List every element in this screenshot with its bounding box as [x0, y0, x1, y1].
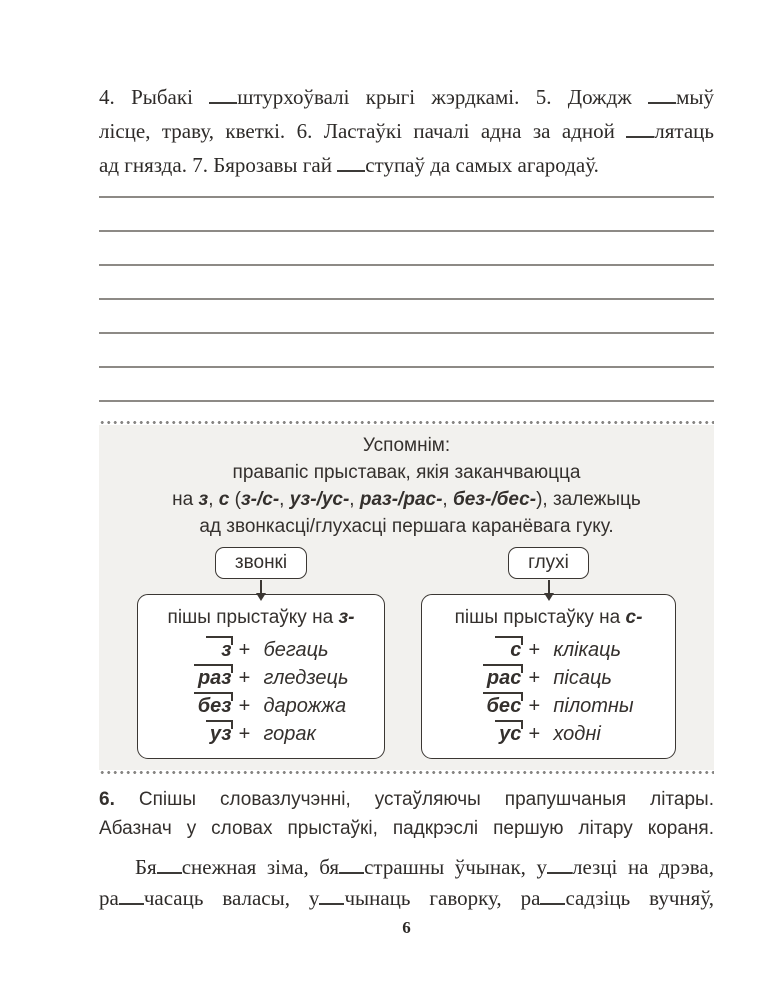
box-title-text: пішы прыстаўку на	[167, 607, 339, 628]
rule-text: ,	[442, 489, 453, 510]
sentence-line-1	[99, 80, 714, 114]
prefix: без	[197, 695, 232, 717]
answer-blank	[547, 852, 572, 874]
rule-highlight: без-/бес-	[452, 489, 537, 510]
box-title-highlight: з-	[338, 607, 355, 628]
root-word: пісаць	[553, 667, 612, 689]
voiced-column	[137, 547, 385, 759]
phrase-text: ра	[99, 886, 119, 910]
plus-sign: +	[238, 667, 251, 689]
phrase-text: чынаць гаворку, ра	[344, 886, 541, 910]
voiced-label-box: звонкі	[215, 547, 307, 579]
rule-text: на	[172, 489, 199, 510]
plus-sign: +	[528, 723, 541, 745]
task-number: 6.	[99, 789, 115, 810]
prefix: с	[510, 639, 522, 661]
prefix: раз	[197, 667, 232, 689]
voiceless-box-title	[428, 604, 669, 631]
rule-text: ,	[208, 489, 219, 510]
phrase-text: садзіць вучняў,	[565, 886, 714, 910]
writing-line	[99, 232, 714, 266]
root-word: бегаць	[263, 639, 329, 661]
task6-instruction	[99, 785, 714, 843]
prefix: з	[221, 639, 232, 661]
remember-rule-line: ад звонкасці/глухасці першага каранёвага гуку.	[199, 516, 614, 537]
writing-line	[99, 300, 714, 334]
page-number: 6	[402, 918, 411, 937]
voiceless-column	[421, 547, 676, 759]
prefix-cell	[173, 692, 231, 720]
rule-text: ,	[349, 489, 360, 510]
answer-blank	[337, 150, 365, 172]
root-word: ходні	[553, 723, 601, 745]
writing-lines	[99, 164, 714, 402]
plus-sign: +	[238, 723, 251, 745]
down-arrow-icon	[548, 580, 550, 594]
prefix-cell	[463, 720, 521, 748]
voiceless-rule-box	[421, 594, 676, 759]
plus-sign: +	[528, 667, 541, 689]
prefix-cell	[173, 720, 231, 748]
task-text: Абазнач у словах прыстаўкі, падкрэслі першую літару кораня.	[99, 818, 714, 839]
root-word: клікаць	[553, 639, 622, 661]
remember-box	[99, 420, 714, 775]
prefix-cell	[173, 664, 231, 692]
task6-line-2	[99, 814, 714, 843]
voiced-examples	[144, 636, 378, 748]
answer-blank	[540, 883, 565, 905]
phrase-text: снежная зіма, бя	[181, 855, 340, 879]
phrase-text: страшны ўчынак, у	[364, 855, 547, 879]
writing-line	[99, 266, 714, 300]
phrase-line-2	[99, 883, 714, 914]
answer-blank	[339, 852, 364, 874]
prefix: рас	[486, 667, 522, 689]
exercise6-phrases	[99, 852, 714, 914]
remember-rule-line	[99, 486, 714, 513]
root-word: дарожжа	[263, 695, 347, 717]
sentence-text: штурхоўвалі крыгі жэрдкамі. 5. Дождж	[237, 85, 649, 109]
task6-line-1	[99, 785, 714, 814]
sentence-text: лісце, траву, кветкі. 6. Ластаўкі пачалі адна за адной	[99, 119, 627, 143]
writing-line	[99, 198, 714, 232]
answer-blank	[626, 116, 654, 138]
writing-line	[99, 368, 714, 402]
prefix: уз	[209, 723, 232, 745]
prefix: ус	[499, 723, 522, 745]
rule-highlight: раз-/рас-	[359, 489, 443, 510]
sentence-text: мыў	[676, 85, 714, 109]
plus-sign: +	[238, 639, 251, 661]
task-text: Спішы словазлучэнні, устаўляючы прапушчаныя літары.	[114, 789, 714, 810]
answer-blank	[119, 883, 144, 905]
rule-highlight: уз-/ус-	[289, 489, 350, 510]
prefix-cell	[463, 664, 521, 692]
answer-blank	[209, 82, 237, 104]
rule-highlight: с	[218, 489, 230, 510]
sentence-text: ад гнязда. 7. Бярозавы гай	[99, 153, 338, 177]
root-word: гледзець	[263, 667, 349, 689]
prefix-cell	[463, 692, 521, 720]
voiceless-examples	[428, 636, 669, 748]
prefix: бес	[486, 695, 522, 717]
phrase-text: часаць валасы, у	[143, 886, 320, 910]
plus-sign: +	[528, 639, 541, 661]
sentence-text: лятаць	[654, 119, 714, 143]
rule-text: ), залежыць	[536, 489, 641, 510]
remember-rule-line: правапіс прыставак, якія заканчваюцца	[232, 462, 581, 483]
sentence-text: 4. Рыбакі	[99, 85, 210, 109]
answer-blank	[157, 852, 182, 874]
voiced-box-title	[144, 604, 378, 631]
rule-text: ,	[279, 489, 290, 510]
dotted-border-bottom	[99, 770, 714, 775]
sentence-text: ступаў да самых агародаў.	[365, 153, 599, 177]
rule-highlight: з-/с-	[240, 489, 280, 510]
phrase-text: лезці на дрэва,	[571, 855, 714, 879]
writing-line	[99, 334, 714, 368]
root-word: пілотны	[553, 695, 634, 717]
box-title-highlight: с-	[625, 607, 643, 628]
rule-text: (	[229, 489, 241, 510]
root-word: горак	[263, 723, 316, 745]
voiceless-label-box: глухі	[508, 547, 589, 579]
flowchart	[99, 547, 714, 759]
down-arrow-icon	[260, 580, 262, 594]
plus-sign: +	[238, 695, 251, 717]
remember-content	[99, 425, 714, 770]
sentence-line-2	[99, 114, 714, 148]
plus-sign: +	[528, 695, 541, 717]
phrase-line-1	[99, 852, 714, 883]
prefix-cell	[463, 636, 521, 664]
answer-blank	[648, 82, 676, 104]
remember-title: Успомнім:	[362, 435, 451, 456]
voiced-rule-box	[137, 594, 385, 759]
rule-highlight: з	[198, 489, 209, 510]
answer-blank	[319, 883, 344, 905]
box-title-text: пішы прыстаўку на	[454, 607, 626, 628]
prefix-cell	[173, 636, 231, 664]
phrase-text: Бя	[135, 855, 157, 879]
